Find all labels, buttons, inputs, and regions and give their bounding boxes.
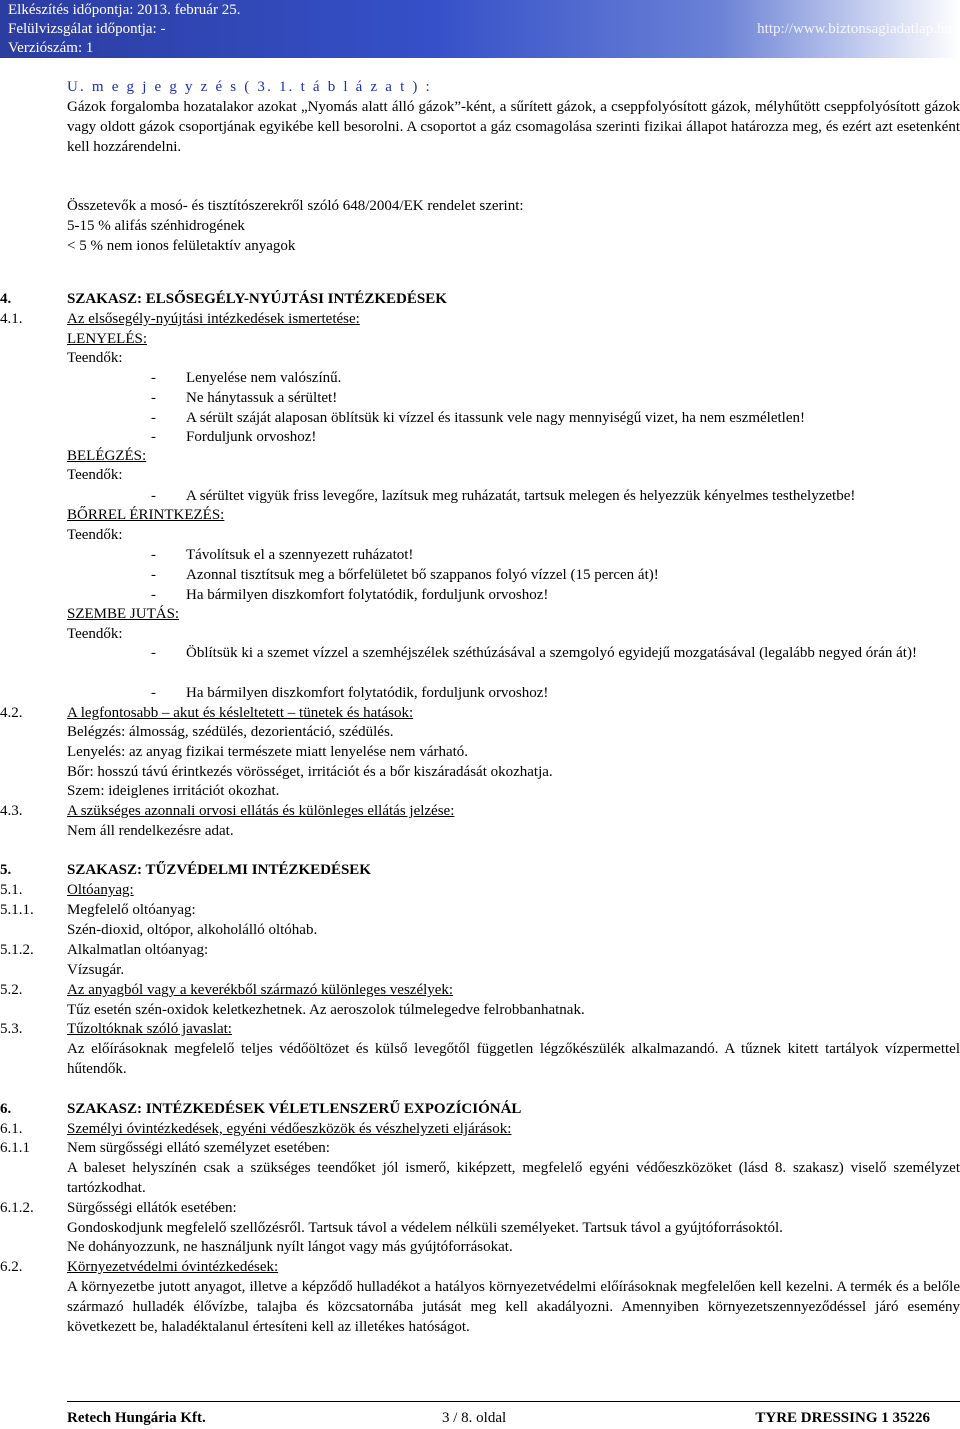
section-6-1-1-number: 6.1.1 — [0, 1140, 30, 1156]
symptom-line: Lenyelés: az anyag fizikai természete miatt lenyelése nem várható. — [67, 744, 469, 760]
section-6-1-2-text: Gondoskodjunk megfelelő szellőzésről. Tartsuk távol a védelem nélküli személyeket. Tartsuk távol a gyújtóforrásoktól. — [67, 1220, 783, 1236]
list-dash: - — [151, 547, 156, 563]
list-dash: - — [151, 370, 156, 386]
section-5-title: SZAKASZ: TŰZVÉDELMI INTÉZKEDÉSEK — [67, 862, 371, 878]
symptom-line: Szem: ideiglenes irritációt okozhat. — [67, 783, 280, 799]
section-4-3-number: 4.3. — [0, 803, 23, 819]
list-item: Lenyelése nem valószínű. — [186, 370, 342, 386]
list-dash: - — [151, 488, 156, 504]
section-6-1-1-title: Nem sürgősségi ellátó személyzet esetében: — [67, 1140, 330, 1156]
section-5-1-2-title: Alkalmatlan oltóanyag: — [67, 942, 209, 958]
footer-page-number: 3 / 8. oldal — [442, 1410, 507, 1426]
section-6-1-number: 6.1. — [0, 1121, 23, 1137]
section-5-2-number: 5.2. — [0, 982, 23, 998]
list-dash: - — [151, 429, 156, 445]
section-5-1-title: Oltóanyag: — [67, 882, 134, 898]
borrel-label: BŐRREL ÉRINTKEZÉS: — [67, 507, 225, 523]
note-heading: U. m e g j e g y z é s ( 3. 1. t á b l á z a t ) : — [67, 79, 432, 95]
list-dash: - — [151, 645, 156, 661]
section-5-1-1-title: Megfelelő oltóanyag: — [67, 902, 196, 918]
list-dash: - — [151, 410, 156, 426]
header-review-date: Felülvizsgálat időpontja: - — [8, 21, 166, 37]
section-5-3-title: Tűzoltóknak szóló javaslat: — [67, 1021, 232, 1037]
list-dash: - — [151, 587, 156, 603]
footer-divider — [67, 1401, 960, 1402]
list-dash: - — [151, 390, 156, 406]
section-4-title: SZAKASZ: ELSŐSEGÉLY-NYÚJTÁSI INTÉZKEDÉSEK — [67, 291, 447, 307]
header-url-link[interactable]: http://www.biztonsagiadatlap.hu — [757, 21, 952, 37]
list-item: Forduljunk orvoshoz! — [186, 429, 317, 445]
section-5-1-2-number: 5.1.2. — [0, 942, 34, 958]
list-dash: - — [151, 567, 156, 583]
section-6-1-2-number: 6.1.2. — [0, 1200, 34, 1216]
list-item: Öblítsük ki a szemet vízzel a szemhéjszélek széthúzásával a szemgolyó egyidejű mozgatásával (legalább negyed órán át)! — [186, 645, 917, 661]
list-item: Ne hánytassuk a sérültet! — [186, 390, 338, 406]
section-6-2-number: 6.2. — [0, 1259, 23, 1275]
lenyeles-label: LENYELÉS: — [67, 331, 147, 347]
header-version: Verziószám: 1 — [8, 40, 94, 56]
belegzes-label: BELÉGZÉS: — [67, 448, 147, 464]
list-item: Távolítsuk el a szennyezett ruházatot! — [186, 547, 414, 563]
footer-company: Retech Hungária Kft. — [67, 1410, 206, 1426]
szembe-label: SZEMBE JUTÁS: — [67, 606, 180, 622]
symptom-line: Bőr: hosszú távú érintkezés vörösséget, irritációt és a bőr kiszáradását okozhatja. — [67, 764, 553, 780]
todo-label: Teendők: — [67, 467, 123, 483]
symptom-line: Belégzés: álmosság, szédülés, dezorientáció, szédülés. — [67, 724, 394, 740]
todo-label: Teendők: — [67, 350, 123, 366]
section-5-1-1-number: 5.1.1. — [0, 902, 34, 918]
components-intro: Összetevők a mosó- és tisztítószerekről szóló 648/2004/EK rendelet szerint: — [67, 198, 524, 214]
section-6-title: SZAKASZ: INTÉZKEDÉSEK VÉLETLENSZERŰ EXPOZÍCIÓNÁL — [67, 1101, 522, 1117]
section-5-1-number: 5.1. — [0, 882, 23, 898]
components-item: 5-15 % alifás szénhidrogének — [67, 218, 245, 234]
section-5-2-text: Tűz esetén szén-oxidok keletkezhetnek. Az aeroszolok túlmelegedve felrobbanhatnak. — [67, 1002, 585, 1018]
section-6-2-title: Környezetvédelmi óvintézkedések: — [67, 1259, 279, 1275]
section-5-1-2-text: Vízsugár. — [67, 962, 125, 978]
section-6-number: 6. — [0, 1101, 12, 1117]
section-5-2-title: Az anyagból vagy a keverékből származó különleges veszélyek: — [67, 982, 454, 998]
section-4-number: 4. — [0, 291, 12, 307]
list-item: Ha bármilyen diszkomfort folytatódik, forduljunk orvoshoz! — [186, 685, 549, 701]
footer-product: TYRE DRESSING 1 35226 — [755, 1410, 930, 1426]
list-item: A sérült száját alaposan öblítsük ki vízzel és itassunk vele nagy mennyiségű vizet, ha nem eszméletlen! — [186, 410, 805, 426]
header-band — [0, 0, 960, 58]
section-4-3-title: A szükséges azonnali orvosi ellátás és különleges ellátás jelzése: — [67, 803, 455, 819]
list-item: Ha bármilyen diszkomfort folytatódik, forduljunk orvoshoz! — [186, 587, 549, 603]
todo-label: Teendők: — [67, 626, 123, 642]
section-4-3-text: Nem áll rendelkezésre adat. — [67, 823, 234, 839]
section-4-1-number: 4.1. — [0, 311, 23, 327]
section-5-3-text: Az előírásoknak megfelelő teljes védőöltözet és külső levegőtől független légzőkészülék alkalmazandó. A tűznek kitett tartályok vízpermettel hűtendők. — [67, 1041, 960, 1077]
note-text: Gázok forgalomba hozatalakor azokat „Nyomás alatt álló gázok”-ként, a sűrített gázok, a cseppfolyósított gázok, mélyhűtött cseppfolyósított gázok vagy oldott gázok csoportjának egyikébe kell besorolni. A csoportot a gáz csomagolása szerinti fizikai állapot határozza meg, és ezért azt esetenként kell hozzárendelni. — [67, 99, 960, 155]
section-5-3-number: 5.3. — [0, 1021, 23, 1037]
components-item: < 5 % nem ionos felületaktív anyagok — [67, 238, 296, 254]
section-4-1-title: Az elsősegély-nyújtási intézkedések ismertetése: — [67, 311, 360, 327]
section-4-2-title: A legfontosabb – akut és késleltetett – tünetek és hatások: — [67, 705, 414, 721]
list-item: Azonnal tisztítsuk meg a bőrfelületet bő szappanos folyó vízzel (15 percen át)! — [186, 567, 659, 583]
section-6-2-text: A környezetbe jutott anyagot, illetve a képződő hulladékot a hatályos környezetvédelmi előírásoknak megfelelően kell kezelni. A termék és a belőle származó hulladék élővízbe, talajba és közcsatornába jutását meg kell akadályozni. Amennyiben környezetszennyeződéssel járó esemény következett be, haladéktalanul értesíteni kell az illetékes hatóságot. — [67, 1279, 960, 1335]
section-6-1-title: Személyi óvintézkedések, egyéni védőeszközök és vészhelyzeti eljárások: — [67, 1121, 512, 1137]
header-created-date: Elkészítés időpontja: 2013. február 25. — [8, 2, 241, 18]
section-4-2-number: 4.2. — [0, 705, 23, 721]
list-dash: - — [151, 685, 156, 701]
section-6-1-2-title: Sürgősségi ellátók esetében: — [67, 1200, 237, 1216]
section-5-1-1-text: Szén-dioxid, oltópor, alkoholálló oltóhab. — [67, 922, 318, 938]
list-item: A sérültet vigyük friss levegőre, lazítsuk meg ruházatát, tartsuk melegen és helyezzük kényelmes testhelyzetbe! — [186, 488, 856, 504]
todo-label: Teendők: — [67, 527, 123, 543]
section-6-1-2-text: Ne dohányozzunk, ne használjunk nyílt lángot vagy más gyújtóforrásokat. — [67, 1239, 513, 1255]
section-6-1-1-text: A baleset helyszínén csak a szükséges teendőket jól ismerő, kiképzett, megfelelő egyéni védőeszközöket (lásd 8. szakasz) viselő személyzet tartózkodhat. — [67, 1160, 960, 1196]
section-5-number: 5. — [0, 862, 12, 878]
